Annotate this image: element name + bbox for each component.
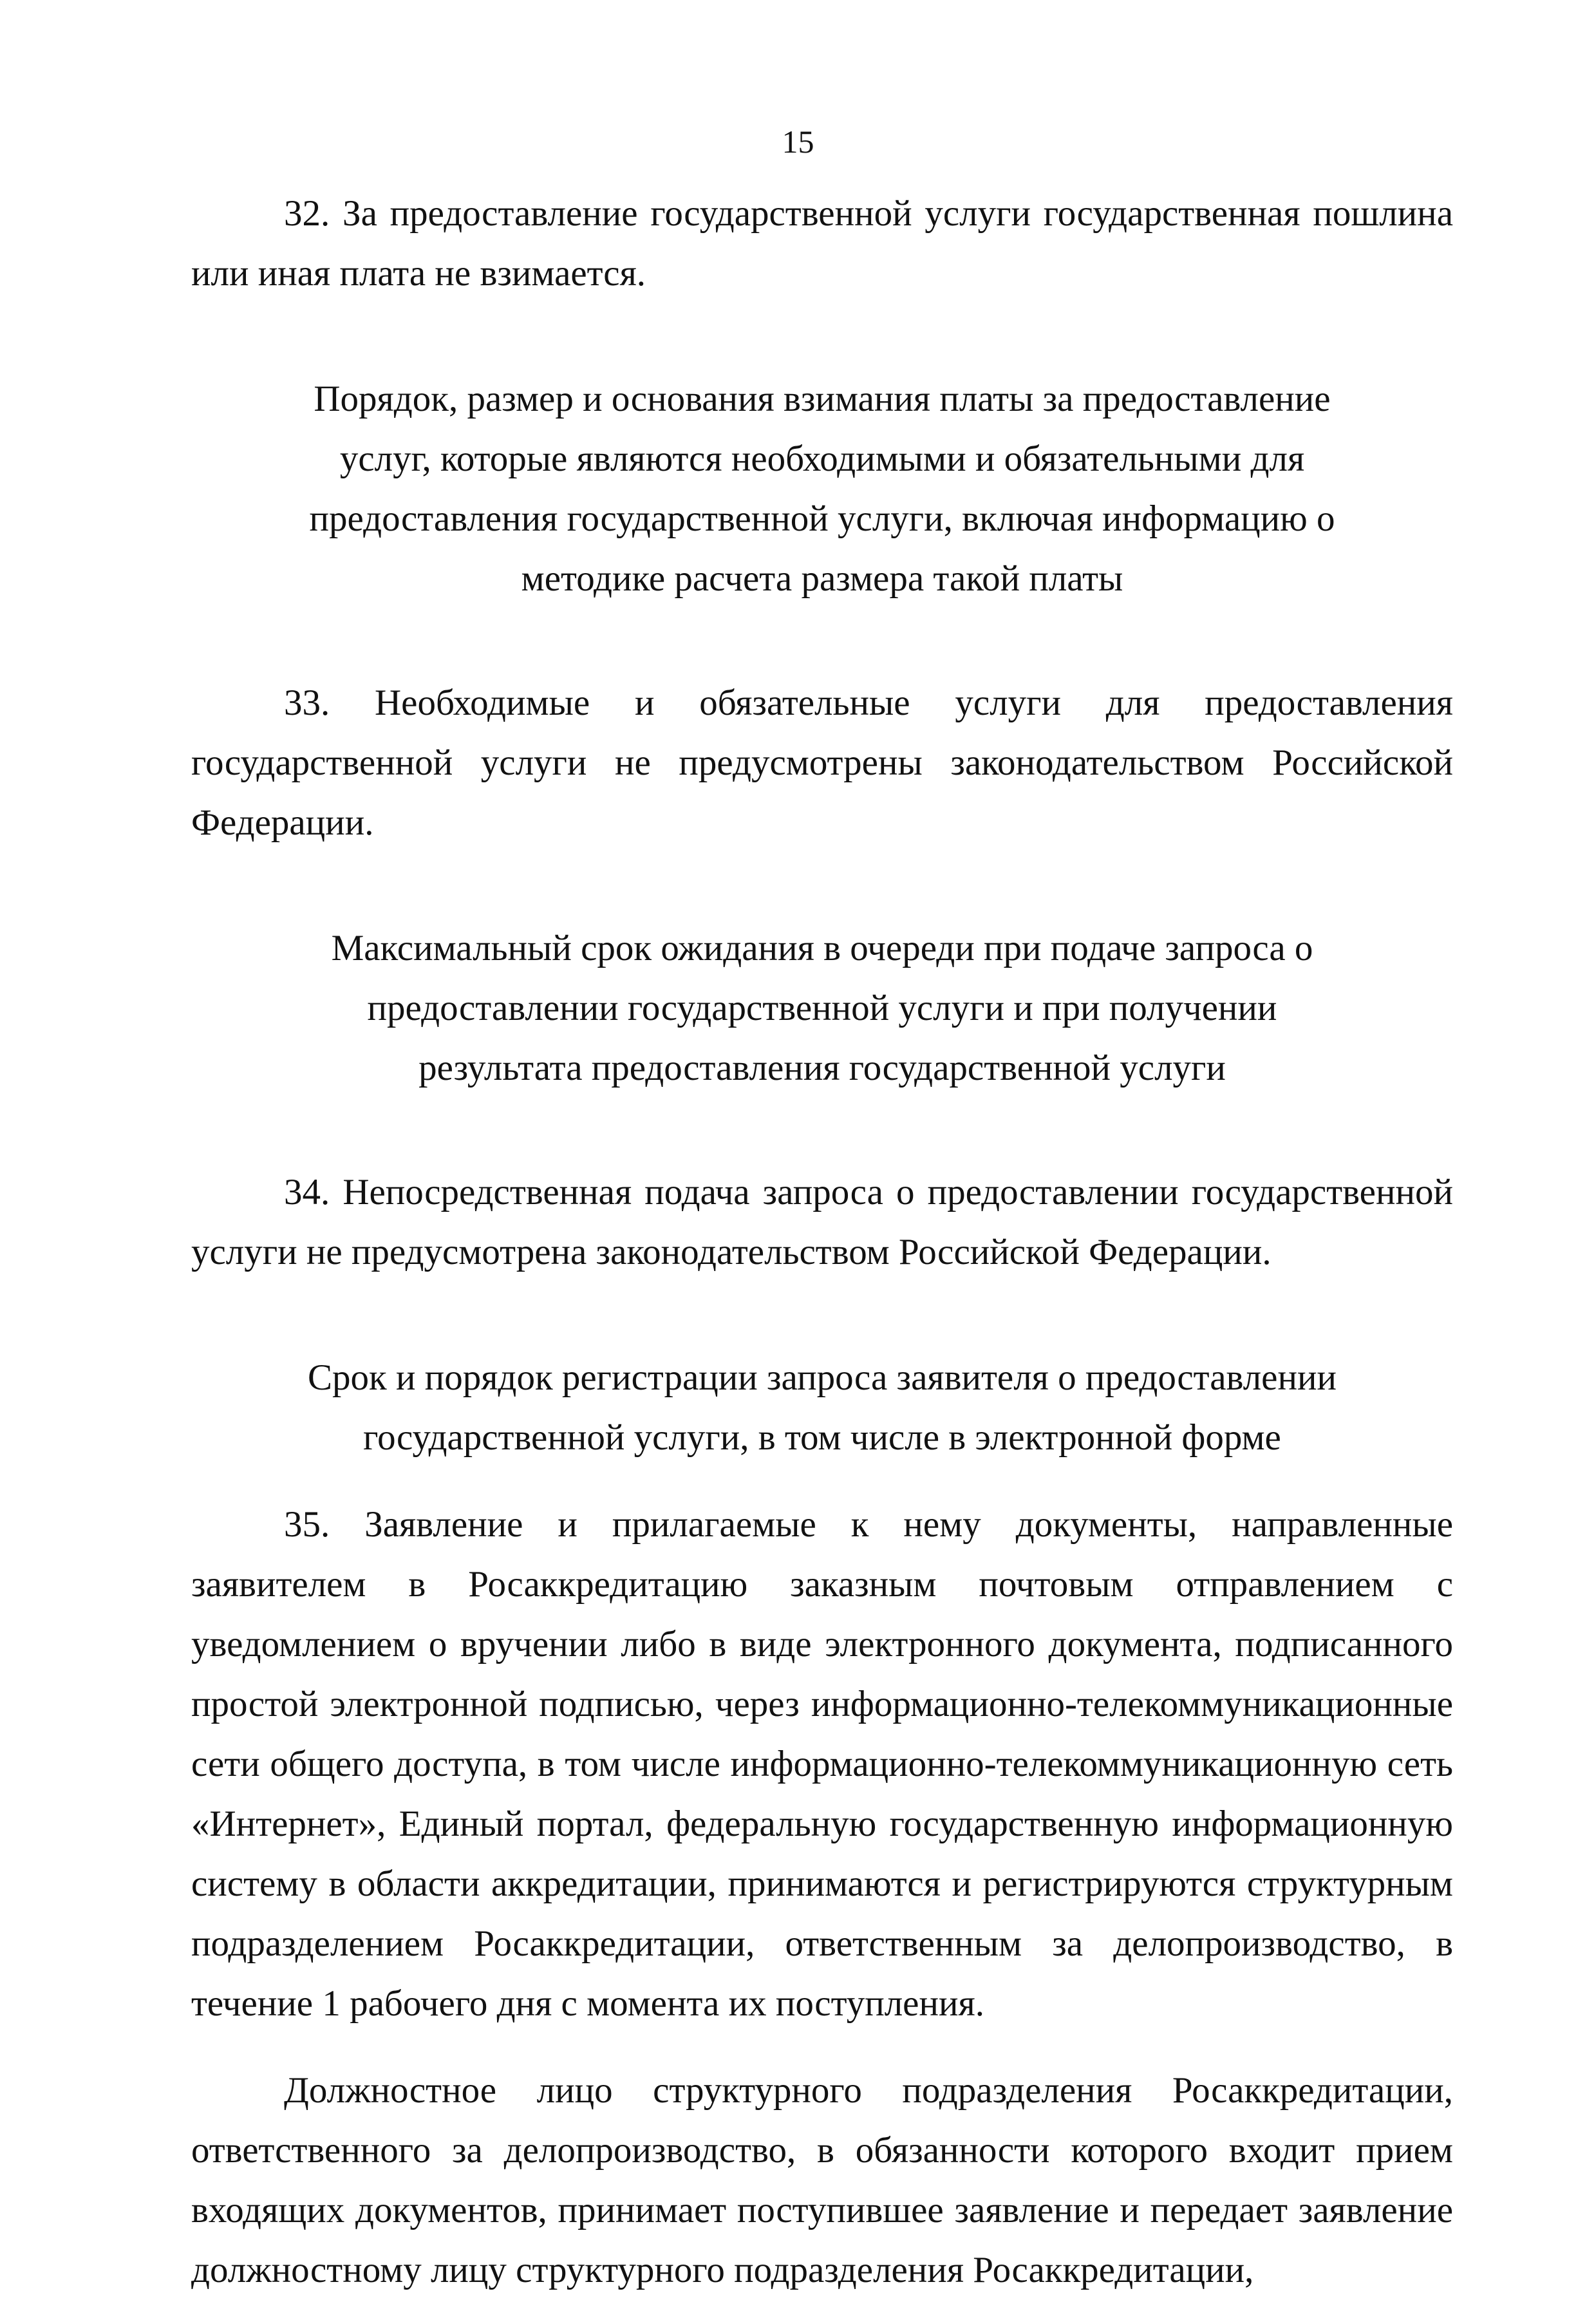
section-heading-registration: Срок и порядок регистрации запроса заявителя о предоставлении государственной услуги, в том числе в электронной форме [308, 1357, 1337, 1458]
paragraph-35-continuation: Должностное лицо структурного подразделения Росаккредитации, ответственного за делопроизводство, в обязанности которого входит прием входящих документов, принимает поступившее заявление и передает заявление должностному лицу структурного подразделения Росаккредитации, [191, 2070, 1453, 2290]
section-heading-fee: Порядок, размер и основания взимания платы за предоставление услуг, которые являются необходимыми и обязательными для предоставления государственной услуги, включая информацию о методике расчета размера такой платы [309, 379, 1335, 599]
paragraph-34: 34. Непосредственная подача запроса о предоставлении государственной услуги не предусмотрена законодательством Российской Федерации. [191, 1172, 1453, 1272]
paragraph-32: 32. За предоставление государственной услуги государственная пошлина или иная плата не взимается. [191, 193, 1453, 294]
page-number: 15 [782, 124, 814, 160]
page-content [191, 184, 1453, 2300]
paragraph-33: 33. Необходимые и обязательные услуги для предоставления государственной услуги не предусмотрены законодательством Российской Федерации. [191, 683, 1453, 843]
paragraph-35: 35. Заявление и прилагаемые к нему документы, направленные заявителем в Росаккредитацию заказным почтовым отправлением с уведомлением о вручении либо в виде электронного документа, подписанного простой электронной подписью, через информационно-телекоммуникационные сети общего доступа, в том числе информационно-телекоммуникационную сеть «Интернет», Единый портал, федеральную государственную информационную систему в области аккредитации, принимаются и регистрируются структурным подразделением Росаккредитации, ответственным за делопроизводство, в течение 1 рабочего дня с момента их поступления. [191, 1504, 1453, 2024]
section-heading-queue: Максимальный срок ожидания в очереди при подаче запроса о предоставлении государственной услуги и при получении результата предоставления государственной услуги [331, 928, 1313, 1088]
